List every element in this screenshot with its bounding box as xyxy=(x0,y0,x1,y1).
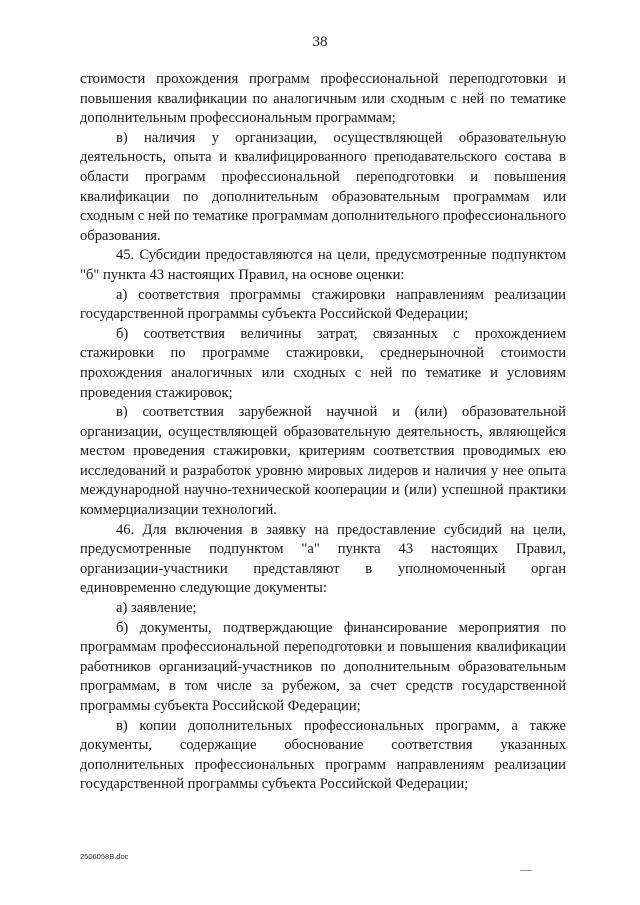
paragraph: б) соответствия величины затрат, связанных с прохождением стажировки по программе стажировки, среднерыночной стоимости прохождения аналогичных или сходных с ней по тематике и условиям проведения стажировок; xyxy=(80,325,566,401)
paragraph: а) соответствия программы стажировки направлениям реализации государственной программы субъекта Российской Федерации; xyxy=(80,286,566,323)
page-number: 38 xyxy=(312,34,328,50)
paragraph: 45. Субсидии предоставляются на цели, предусмотренные подпунктом "б" пункта 43 настоящих Правил, на основе оценки: xyxy=(80,247,566,283)
scan-mark xyxy=(520,870,532,871)
paragraph: б) документы, подтверждающие финансирование мероприятия по программам профессиональной переподготовки и повышения квалификации работников организаций-участников по дополнительным образовательным программам, в том числе за рубежом, за счет средств государственной программы субъекта Российской Федерации; xyxy=(80,619,566,714)
paragraph: стоимости прохождения программ профессиональной переподготовки и повышения квалификации по аналогичным или сходным с ней по тематике дополнительным профессиональным программам; xyxy=(80,71,566,127)
footer-file-code: 2506058B.doc xyxy=(80,852,129,861)
paragraph: в) наличия у организации, осуществляющей образовательную деятельность, опыта и квалифицированного преподавательского состава в области программ профессиональной переподготовки и повышения квалификации по дополнительным образовательным программам или сходным с ней по тематике программам дополнительного профессионального образования. xyxy=(80,129,566,244)
paragraph: в) соответствия зарубежной научной и (или) образовательной организации, осуществляющей образовательную деятельность, являющейся местом проведения стажировки, критериям соответствия проводимых ею исследований и разработок уровню мировых лидеров и наличия у нее опыта международной научно-технической кооперации и (или) успешной практики коммерциализации технологий. xyxy=(80,404,566,519)
paragraph: в) копии дополнительных профессиональных программ, а также документы, содержащие обоснование соответствия указанных дополнительных профессиональных программ направлениям реализации государственной программы субъекта Российской Федерации; xyxy=(80,717,566,793)
paragraph: а) заявление; xyxy=(116,600,197,617)
document-body xyxy=(80,70,566,795)
paragraph: 46. Для включения в заявку на предоставление субсидий на цели, предусмотренные подпунктом "а" пункта 43 настоящих Правил, организации-участники представляют в уполномоченный орган единовременно следующие документы: xyxy=(80,521,566,597)
